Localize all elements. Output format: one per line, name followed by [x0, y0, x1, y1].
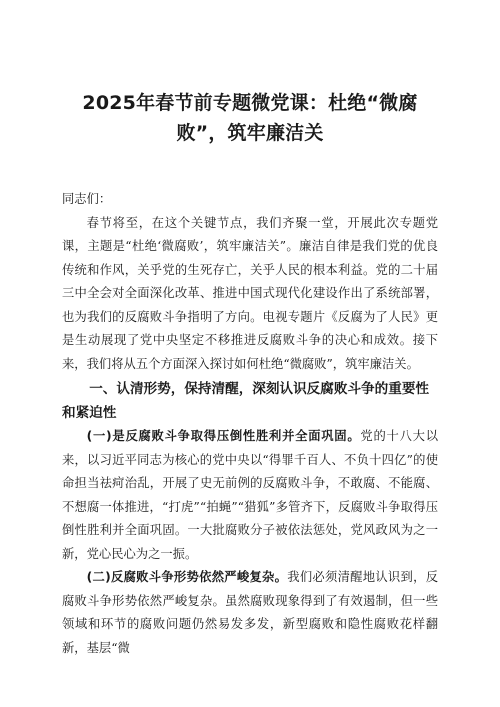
point-body-2: 我们必须清醒地认识到，反腐败斗争形势依然严峻复杂。虽然腐败现象得到了有效遏制，但一些领域和环节的腐败问题仍然易发多发，新型腐败和隐性腐败花样翻新，基层“微 [62, 570, 438, 655]
section-heading-1: 一、认清形势，保持清醒，深刻认识反腐败斗争的重要性和紧迫性 [62, 381, 430, 421]
point-title-2: (二)反腐败斗争形势依然严峻复杂。 [86, 570, 288, 584]
intro-paragraph: 春节将至，在这个关键节点，我们齐聚一堂，开展此次专题党课，主题是“杜绝‘微腐败’，筑牢廉洁关”。廉洁自律是我们党的优良传统和作风，关乎党的生死存亡，关乎人民的根本利益。党的二十届三中全会对全面深化改革、推进中国式现代化建设作出了系统部署，也为我们的反腐败斗争指明了方向。电视专题片《反腐为了人民》更是生动展现了党中央坚定不移推进反腐败斗争的决心和成效。接下来，我们将从五个方面深入探讨如何杜绝“微腐败”，筑牢廉洁关。 [62, 215, 438, 371]
point-paragraph-2 [62, 566, 438, 660]
point-paragraph-1 [62, 425, 438, 566]
salutation: 同志们： [62, 192, 112, 206]
point-body-1: 党的十八大以来，以习近平同志为核心的党中央以“得罪千百人、不负十四亿”的使命担当祛疴治乱，开展了史无前例的反腐败斗争，不敢腐、不能腐、不想腐一体推进，“打虎”“拍蝇”“猎狐”多管齐下，反腐败斗争取得压倒性胜利并全面巩固。一大批腐败分子被依法惩处，党风政风为之一新，党心民心为之一振。 [62, 429, 438, 561]
document-title: 2025年春节前专题微党课：杜绝“微腐败”，筑牢廉洁关 [82, 92, 418, 144]
point-title-1: (一)是反腐败斗争取得压倒性胜利并全面巩固。 [86, 429, 361, 443]
